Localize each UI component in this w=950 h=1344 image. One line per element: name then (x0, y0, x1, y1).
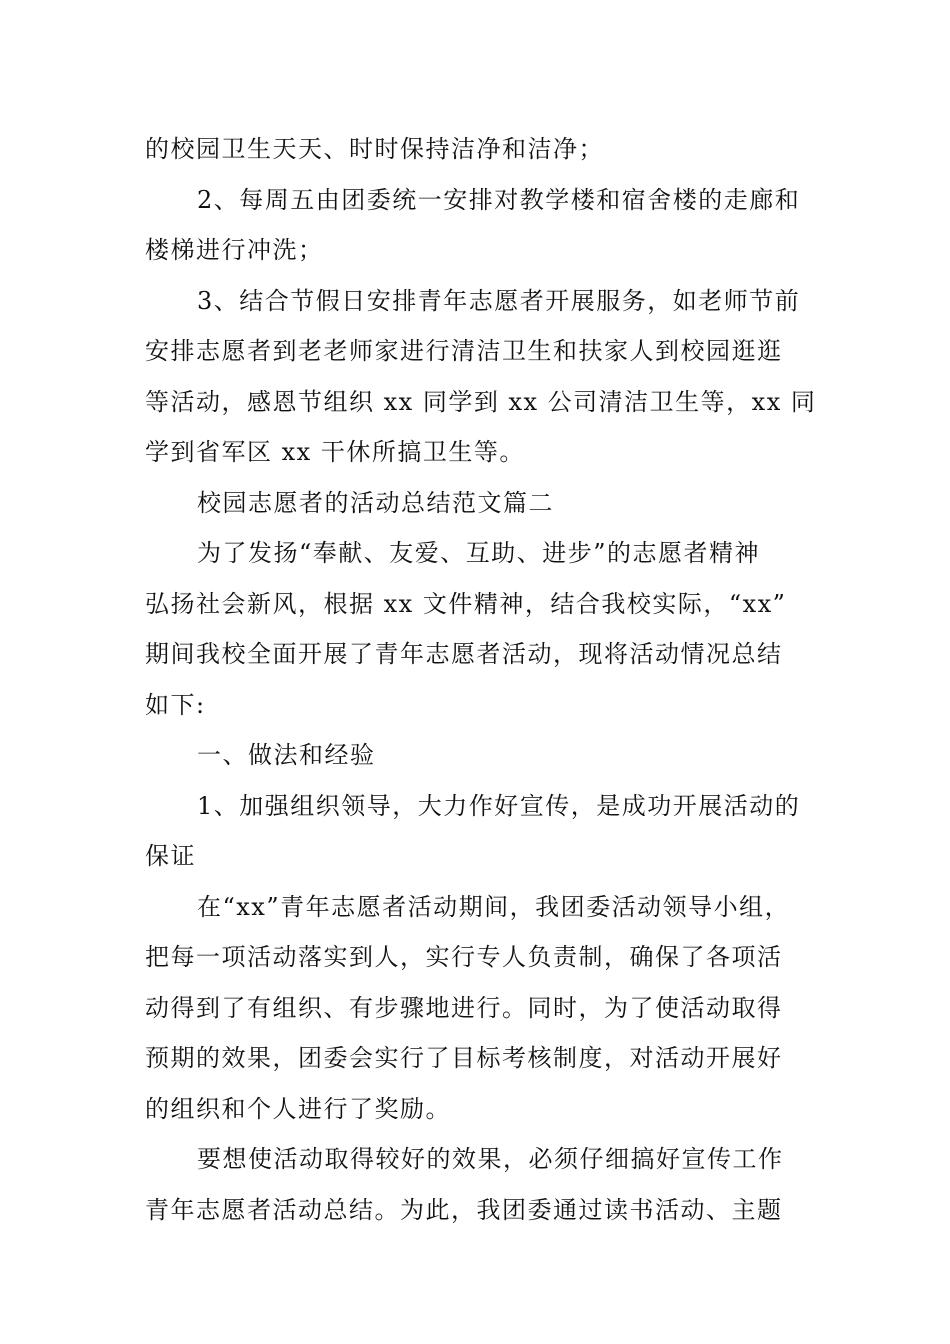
section-heading: 一、做法和经验 (197, 741, 376, 769)
text-line: 把每一项活动落实到人，实行专人负责制，确保了各项活 (145, 943, 783, 971)
text-line: 预期的效果，团委会实行了目标考核制度，对活动开展好 (145, 1044, 783, 1072)
text-line: 动得到了有组织、有步骤地进行。同时，为了使活动取得 (145, 993, 783, 1022)
text-line: 2、每周五由团委统一安排对教学楼和宿舍楼的走廊和 (197, 185, 801, 214)
text-line: 弘扬社会新风，根据 xx 文件精神，结合我校实际，“xx” (145, 589, 787, 618)
text-line: 学到省军区 xx 干休所搞卫生等。 (145, 438, 525, 466)
document-body (145, 124, 835, 1235)
text-line: 如下: (145, 690, 206, 719)
text-line: 3、结合节假日安排青年志愿者开展服务，如老师节前 (197, 286, 801, 315)
text-line: 1、加强组织领导，大力作好宣传，是成功开展活动的 (197, 791, 801, 820)
text-line: 要想使活动取得较好的效果，必须仔细搞好宣传工作 (197, 1145, 784, 1173)
section-title: 校园志愿者的活动总结范文篇二 (197, 488, 554, 517)
text-line: 的校园卫生天天、时时保持洁净和洁净； (145, 135, 604, 163)
text-line: 期间我校全面开展了青年志愿者活动，现将活动情况总结 (145, 640, 783, 668)
text-line: 的组织和个人进行了奖励。 (145, 1094, 451, 1123)
text-line: 等活动，感恩节组织 xx 同学到 xx 公司清洁卫生等，xx 同 (145, 387, 817, 416)
text-line: 保证 (145, 842, 196, 870)
text-line: 青年志愿者活动总结。为此，我团委通过读书活动、主题 (145, 1195, 783, 1224)
text-line: 楼梯进行冲洗； (145, 236, 324, 264)
text-line: 安排志愿者到老老师家进行清洁卫生和扶家人到校园逛逛 (145, 337, 783, 365)
text-line: 在“xx”青年志愿者活动期间，我团委活动领导小组， (197, 892, 791, 921)
text-line: 为了发扬“奉献、友爱、互助、进步”的志愿者精神 (197, 539, 761, 567)
